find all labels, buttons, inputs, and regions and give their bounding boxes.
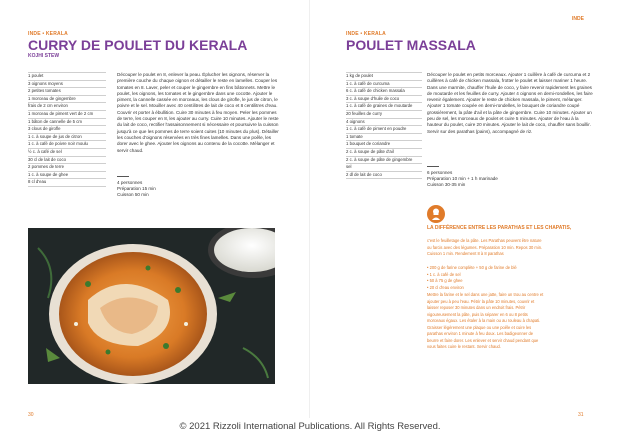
curry-photo bbox=[28, 228, 275, 384]
copyright-footer: © 2021 Rizzoli International Publications. All Rights Reserved. bbox=[179, 421, 441, 432]
ingredient-item: 1 bouquet de coriandre bbox=[346, 140, 422, 148]
ingredient-item: 20 feuilles de curry bbox=[346, 110, 422, 118]
ingredient-item: 1 morceau de gingembre bbox=[28, 95, 106, 103]
ingredient-item: 30 cl de lait de coco bbox=[28, 156, 106, 164]
ingredient-item: 2 dl de lait de coco bbox=[346, 171, 422, 180]
region-kicker: INDE • KERALA bbox=[28, 31, 68, 37]
ingredient-item: 2 petites tomates bbox=[28, 87, 106, 95]
ingredient-item: 2 pommes de terre bbox=[28, 163, 106, 171]
right-page bbox=[310, 0, 620, 418]
tip-title: LA DIFFÉRENCE ENTRE LES PARATHAS ET LES CHAPATIS, bbox=[427, 225, 572, 231]
ingredient-item: 2 c. à soupe de pâte d'ail bbox=[346, 148, 422, 156]
ingredient-list bbox=[346, 72, 422, 179]
ingredient-item: 3 clous de girofle bbox=[28, 125, 106, 133]
ingredient-item: frais de 2 cm environ bbox=[28, 102, 106, 110]
cook-time: Cuisson 30-35 min bbox=[427, 182, 466, 187]
ingredient-item: 1 bâton de cannelle de 5 cm bbox=[28, 118, 106, 126]
page-number: 31 bbox=[578, 412, 584, 418]
ingredient-list bbox=[28, 72, 106, 187]
recipe-subtitle: KOJHI STEW bbox=[28, 53, 60, 59]
ingredient-item: 1 morceau de piment vert de 2 cm bbox=[28, 110, 106, 118]
chef-icon bbox=[427, 205, 445, 223]
ingredient-item: 3 c. à soupe d'huile de coco bbox=[346, 95, 422, 103]
ingredient-item: 1 poulet bbox=[28, 72, 106, 80]
chapter-tag: INDE bbox=[572, 16, 584, 22]
tip-ingredient-item: • 1 c. à café de sel bbox=[427, 271, 461, 277]
servings: 4 personnes bbox=[117, 180, 143, 185]
ingredient-item: 1 tomate bbox=[346, 133, 422, 141]
recipe-title: CURRY DE POULET DU KERALA bbox=[28, 37, 248, 53]
ingredient-item: 1 c. à soupe de jus de citron bbox=[28, 133, 106, 141]
tip-ingredient-item: • 200 g de farine complète + 50 g de farine de blé bbox=[427, 265, 517, 270]
method-text: Découper le poulet en 8, enlever la peau. Éplucher les oignons, réserver la première couche du chaque oignon et détailler le reste en lamelles. Couper les tomates en 8. Laver, peler et couper le gingembre en fins bâtonnets. Mettre le poulet, les oignons, les tomates et le gingembre dans une cocotte. Ajouter le piment, la cannelle cassée en morceaux, les clous de girofle, le jus de citron, le poivre et le sel. Mouiller avec 40 centilitres de lait de coco et 8 centilitres d'eau. Couvrir et porter à ébullition. Cuire 30 minutes à feu moyen. Peler les pommes de terre, les couper en 8, les ajouter au curry. Cuire 10 minutes. Ajouter le reste du lait de coco, rectifier l'assaisonnement si nécessaire et poursuivre la cuisson jusqu'à ce que les pommes de terre soient cuites (10 minutes du plus). Détailler les couches d'oignons réservées en très fines lamelles. Dans une poêle, les dorer avec le ghee. Ajouter les oignons au contenu de la cocotte. Mélanger et servir chaud. bbox=[117, 72, 279, 153]
ingredient-item: 2 c. à soupe de pâte de gingembre bbox=[346, 156, 422, 164]
ingredient-item: ½ c. à café de sel bbox=[28, 148, 106, 156]
tip-intro: c'est le feuilletage de la pâte. Les Parathas peuvent être nature ou farcis avec des légumes. Préparation 10 min. Repos 30 min. Cuisson 1 min. Rendement 8 à 8 parathas bbox=[427, 238, 543, 256]
ingredient-item: 4 oignons bbox=[346, 118, 422, 126]
divider bbox=[117, 176, 129, 177]
ingredient-item: 1 c. à soupe de ghee bbox=[28, 171, 106, 179]
ingredient-item: 1 c. à café de curcuma bbox=[346, 80, 422, 88]
tip-ingredient-item: • 20 cl d'eau environ bbox=[427, 284, 464, 290]
ingredient-item: 1 c. à café de graines de moutarde bbox=[346, 102, 422, 110]
left-page bbox=[0, 0, 310, 418]
ingredient-item: 1 c. à café de piment en poudre bbox=[346, 125, 422, 133]
prep-time: Préparation 15 min bbox=[117, 186, 156, 191]
tip-ingredient-item: • 50 à 75 g de ghee bbox=[427, 278, 463, 283]
ingredient-item: 6 c. à café de chicken massala bbox=[346, 87, 422, 95]
ingredient-item: 3 oignons moyens bbox=[28, 80, 106, 88]
region-kicker: INDE • KERALA bbox=[346, 31, 386, 37]
curry-dish-illustration bbox=[28, 228, 275, 384]
recipe-title: POULET MASSALA bbox=[346, 37, 476, 53]
tip-ingredient-list bbox=[427, 265, 545, 291]
method-text: Découper le poulet en petits morceaux. Ajouter 1 cuillère à café de curcuma et 2 cuillères à café de chicken massala, frotter le poulet et laisser mariner 1 heure. Dans une marmite, chauffer l'huile de coco, y faire revenir rapidement les graines de moutarde et les feuilles de curry. Ajouter 4 oignons en demi-rondelles, les faire revenir également. Ajouter le reste de chicken massala, le piment, mélanger. Ajouter 1 tomate coupée en demi-rondelles, le bouquet de coriandre coupé grossièrement, la pâte d'ail et la pâte de gingembre. Cuire 10 minutes. Ajouter un peu de sel, les morceaux de poulet et cuire 5 minutes. Ajouter de l'eau à la hauteur du poulet, cuire 20 minutes. Ajouter le lait de coco, chauffer sans bouillir. Servir sur des parathas (pains), accompagné de riz. bbox=[427, 72, 593, 134]
divider bbox=[427, 166, 439, 167]
prep-time: Préparation 10 min + 1 h marinade bbox=[427, 176, 498, 181]
page-number: 30 bbox=[28, 412, 34, 418]
tip-method: Mettre la farine et le sel dans une jatte, faire un trou au centre et ajouter peu à peu l'eau. Pétrir la pâte 10 minutes, couvrir et laisser reposer 30 minutes dans un endroit frais. Pétrir vigoureusement la pâte, puis la séparer en 6 ou 8 petits morceaux égaux. Les étaler à la main ou au rouleau à chapati. Graisser légèrement une plaque ou une poêle et cuire les parathas environ 1 minute à feu doux. Les badigeonner de beurre et faire dorer. Les enlever et servir chaud pendant que vous faites cuire le restant. Servir chaud. bbox=[427, 292, 544, 349]
cook-time: Cuisson 50 min bbox=[117, 192, 149, 197]
ingredient-item: sel bbox=[346, 163, 422, 171]
servings: 6 personnes bbox=[427, 170, 453, 175]
ingredient-item: 1 kg de poulet bbox=[346, 72, 422, 80]
ingredient-item: 8 cl d'eau bbox=[28, 178, 106, 187]
ingredient-item: 1 c. à café de poivre noir moulu bbox=[28, 140, 106, 148]
